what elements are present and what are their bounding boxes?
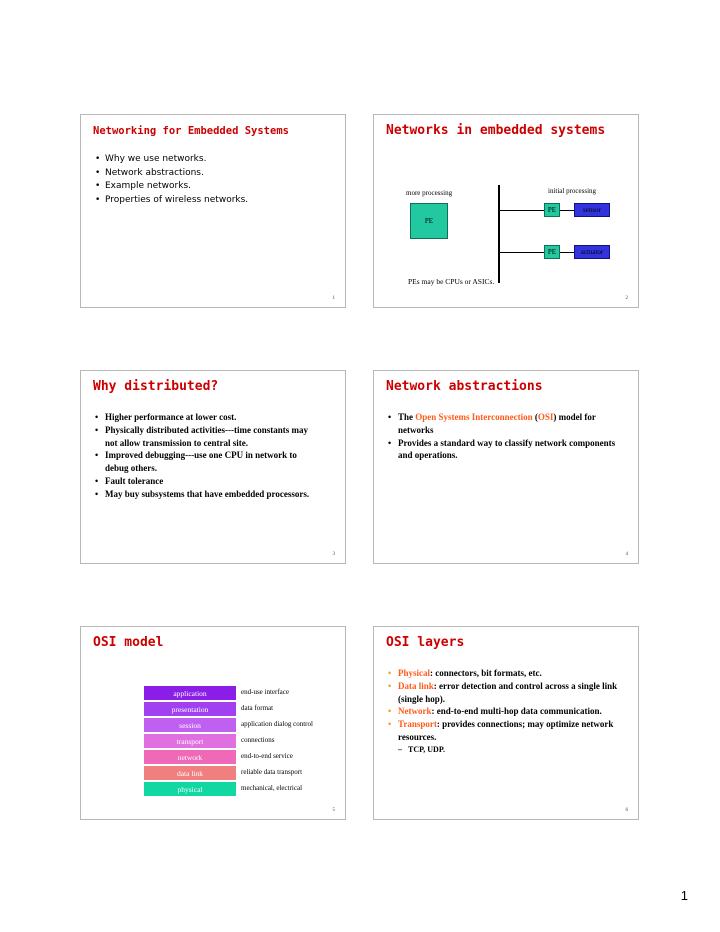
osi-layer-presentation: presentation [144,702,236,716]
pe-main-box: PE [410,203,448,239]
slide-4 [373,370,639,564]
actuator-box: actuator [574,245,610,259]
list-item: • The Open Systems Interconnection (OSI) model for networks [388,411,620,437]
osi-layer-description: end-to-end service [241,752,293,760]
bullet-list [388,411,620,462]
list-item: • Provides a standard way to classify network components and operations. [388,437,620,463]
osi-layer-description: application dialog control [241,720,313,728]
list-item: • Physical: connectors, bit formats, etc. [388,667,624,680]
connector-line [499,252,544,253]
connector-line [560,210,574,211]
bullet-list [95,411,321,501]
slide-number: 1 [332,296,335,301]
slide-2 [373,114,639,308]
bus-line [498,185,500,283]
osi-layer-data-link: data link [144,766,236,780]
bullet-list [388,667,624,757]
slide-title: OSI model [93,635,164,650]
slide-number: 6 [625,808,628,813]
slide-title: Networking for Embedded Systems [93,125,289,137]
slide-number: 3 [332,552,335,557]
slide-title: Why distributed? [93,379,219,394]
osi-layer-description: end-use interface [241,688,289,696]
list-item: • Data link: error detection and control across a single link (single hop). [388,680,624,706]
bullet-list [95,153,248,207]
slide-title: OSI layers [386,635,465,650]
list-item: • Higher performance at lower cost. [95,411,321,424]
connector-line [560,252,574,253]
initial-processing-label: initial processing [548,187,597,195]
slide-number: 5 [332,808,335,813]
caption: PEs may be CPUs or ASICs. [408,277,495,286]
list-item: • Fault tolerance [95,475,321,488]
list-item: • Network abstractions. [95,167,248,181]
sensor-box: sensor [574,203,610,217]
list-item: • Properties of wireless networks. [95,194,248,208]
osi-layer-description: mechanical, electrical [241,784,303,792]
slide-3 [80,370,346,564]
list-item: • Transport: provides connections; may optimize network resources. [388,718,624,744]
list-item: • Network: end-to-end multi-hop data communication. [388,705,624,718]
slide-5 [80,626,346,820]
pe-box: PE [544,203,560,217]
osi-layer-description: connections [241,736,275,744]
list-item: • Improved debugging---use one CPU in network to debug others. [95,449,321,475]
slide-number: 2 [625,296,628,301]
slide-6 [373,626,639,820]
slide-1 [80,114,346,308]
list-item: • Why we use networks. [95,153,248,167]
slide-title: Network abstractions [386,379,543,394]
page-number: 1 [680,888,688,903]
osi-layer-network: network [144,750,236,764]
pe-box: PE [544,245,560,259]
osi-layer-session: session [144,718,236,732]
list-item: • Example networks. [95,180,248,194]
slide-title: Networks in embedded systems [386,123,606,138]
list-item: • Physically distributed activities---time constants may not allow transmission to central site. [95,424,321,450]
sub-list-item: – TCP, UDP. [388,744,624,757]
connector-line [499,210,544,211]
more-processing-label: more processing [406,189,453,197]
osi-layer-description: data format [241,704,274,712]
osi-layer-physical: physical [144,782,236,796]
osi-layer-application: application [144,686,236,700]
list-item: • May buy subsystems that have embedded processors. [95,488,321,501]
osi-layer-description: reliable data transport [241,768,303,776]
slide-number: 4 [625,552,628,557]
osi-layer-transport: transport [144,734,236,748]
